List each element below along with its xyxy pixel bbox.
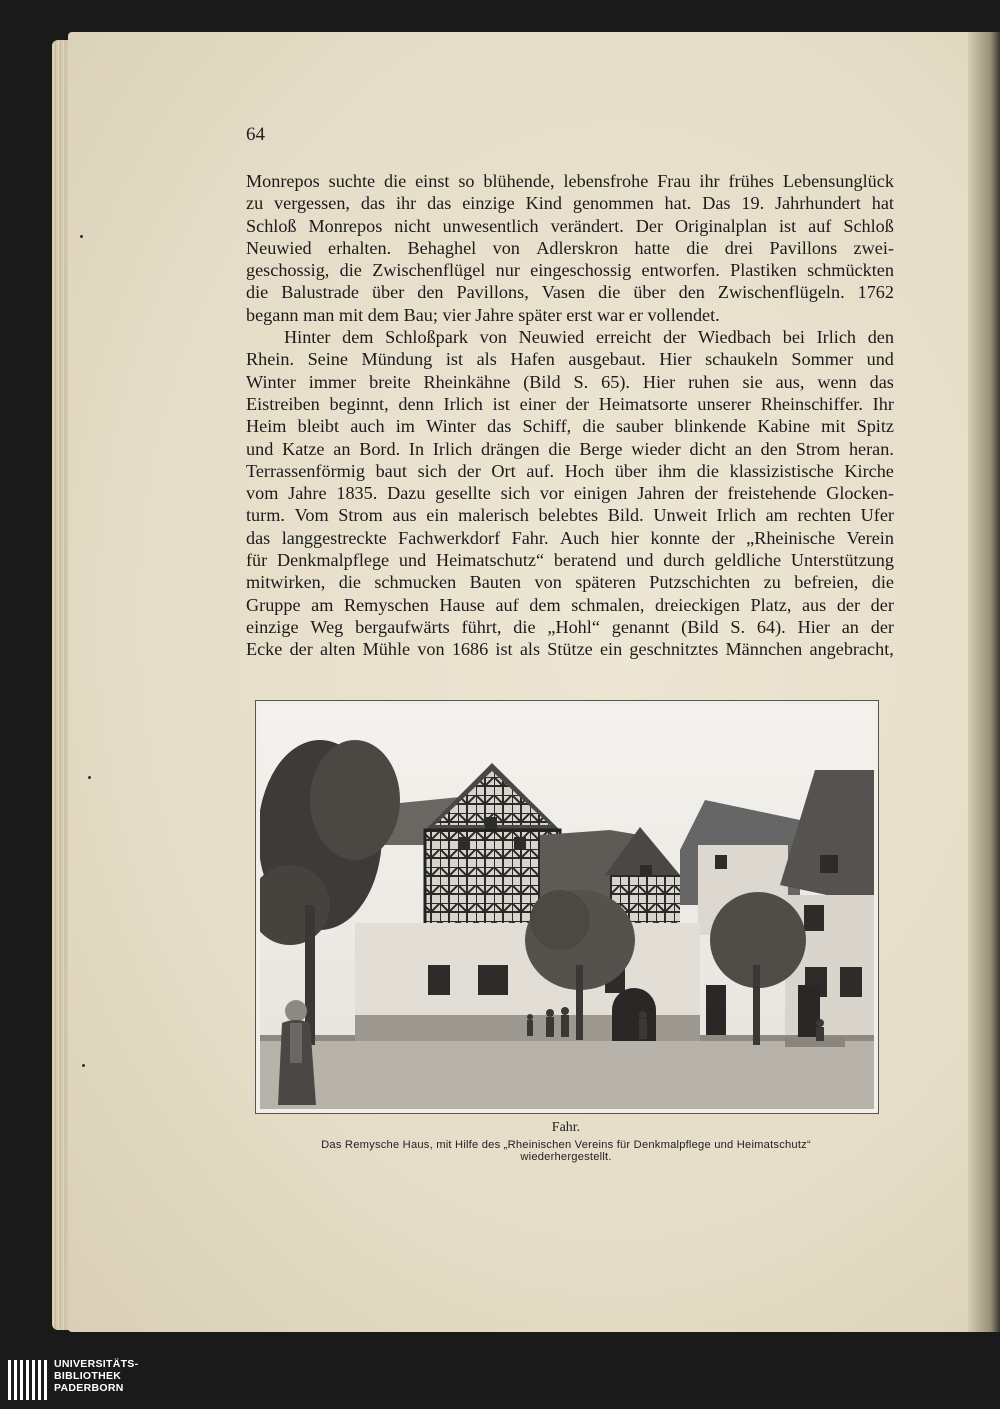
text-line: Heim bleibt auch im Winter das Schiff, die sauber blinkende Kabine mit Spitz [246, 416, 894, 437]
text-line: Hinter dem Schloßpark von Neuwied erreicht der Wiedbach bei Irlich den [284, 327, 894, 348]
text-line: Neuwied erhalten. Behaghel von Adlerskron hatte die drei Pavillons zwei- [246, 237, 894, 258]
text-line: Monrepos suchte die einst so blühende, lebensfrohe Frau ihr frühes Lebensunglück [246, 171, 894, 191]
page-speck [82, 1064, 85, 1067]
text-line: Winter immer breite Rheinkähne (Bild S. 65). Hier ruhen sie aus, wenn das [246, 371, 894, 392]
text-line: die Balustrade über den Pavillons, Vasen die über den Zwischenflügeln. 1762 [246, 282, 894, 303]
caption-line: wiederhergestellt. [520, 1151, 612, 1163]
logo-line: BIBLIOTHEK [54, 1370, 122, 1382]
text-line: geschossig, die Zwischenflügel nur eingeschossig entworfen. Plastiken schmückten [246, 260, 894, 281]
page-speck [80, 235, 83, 238]
text-line: einzige Weg bergaufwärts führt, die „Hohl“ genannt (Bild S. 64). Hier an der [246, 616, 894, 637]
logo-line: PADERBORN [54, 1382, 124, 1394]
text-line: das langgestreckte Fachwerkdorf Fahr. Auch hier konnte der „Rheinische Verein [246, 527, 894, 548]
logo-line: UNIVERSITÄTS- [54, 1358, 139, 1370]
text-line: Eistreiben beginnt, denn Irlich ist einer der Heimatsorte unserer Rheinschiffer. Ihr [246, 393, 894, 414]
text-line: begann man mit dem Bau; vier Jahre später erst war er vollendet. [246, 304, 720, 325]
library-logo-text [54, 1358, 138, 1394]
body-text [246, 170, 894, 661]
village-photo [260, 705, 874, 1109]
text-line: Terrassenförmig baut sich der Ort auf. Hoch über ihm die klassizistische Kirche [246, 460, 894, 481]
library-logo-icon [8, 1360, 48, 1400]
text-line: mitwirken, die schmucken Bauten von späteren Putzschichten zu befreien, die [246, 572, 894, 593]
text-line: zu vergessen, das ihr das einzige Kind genommen hat. Das 19. Jahrhundert hat [246, 193, 894, 214]
text-line: Schloß Monrepos nicht unwesentlich verändert. Der Originalplan ist auf Schloß [246, 215, 894, 236]
book-gutter [968, 32, 1000, 1332]
text-line: Ecke der alten Mühle von 1686 ist als Stütze ein geschnitztes Männchen angebracht, [246, 639, 894, 660]
photo-frame [255, 700, 879, 1114]
text-line: und Katze an Bord. In Irlich drängen die Berge wieder dicht an den Strom heran. [246, 438, 894, 459]
caption-line: Das Remysche Haus, mit Hilfe des „Rheinischen Vereins für Denkmalpflege und Heimatschutz“ [321, 1139, 811, 1151]
page-number: 64 [246, 124, 265, 145]
text-line: für Denkmalpflege und Heimatschutz“ beratend und durch geldliche Unterstützung [246, 550, 894, 571]
text-line: vom Jahre 1835. Dazu gesellte sich vor einigen Jahren der freistehende Glocken- [246, 483, 894, 504]
page-speck [88, 776, 91, 779]
figure-caption [255, 1139, 877, 1163]
library-logo [8, 1358, 148, 1404]
figure-title: Fahr. [551, 1120, 581, 1135]
text-line: turm. Vom Strom aus ein malerisch belebtes Bild. Unweit Irlich am rechten Ufer [246, 505, 894, 526]
text-line: Gruppe am Remyschen Hause auf dem schmalen, dreieckigen Platz, aus der der [246, 594, 894, 615]
text-line: Rhein. Seine Mündung ist als Hafen ausgebaut. Hier schaukeln Sommer und [246, 349, 894, 370]
